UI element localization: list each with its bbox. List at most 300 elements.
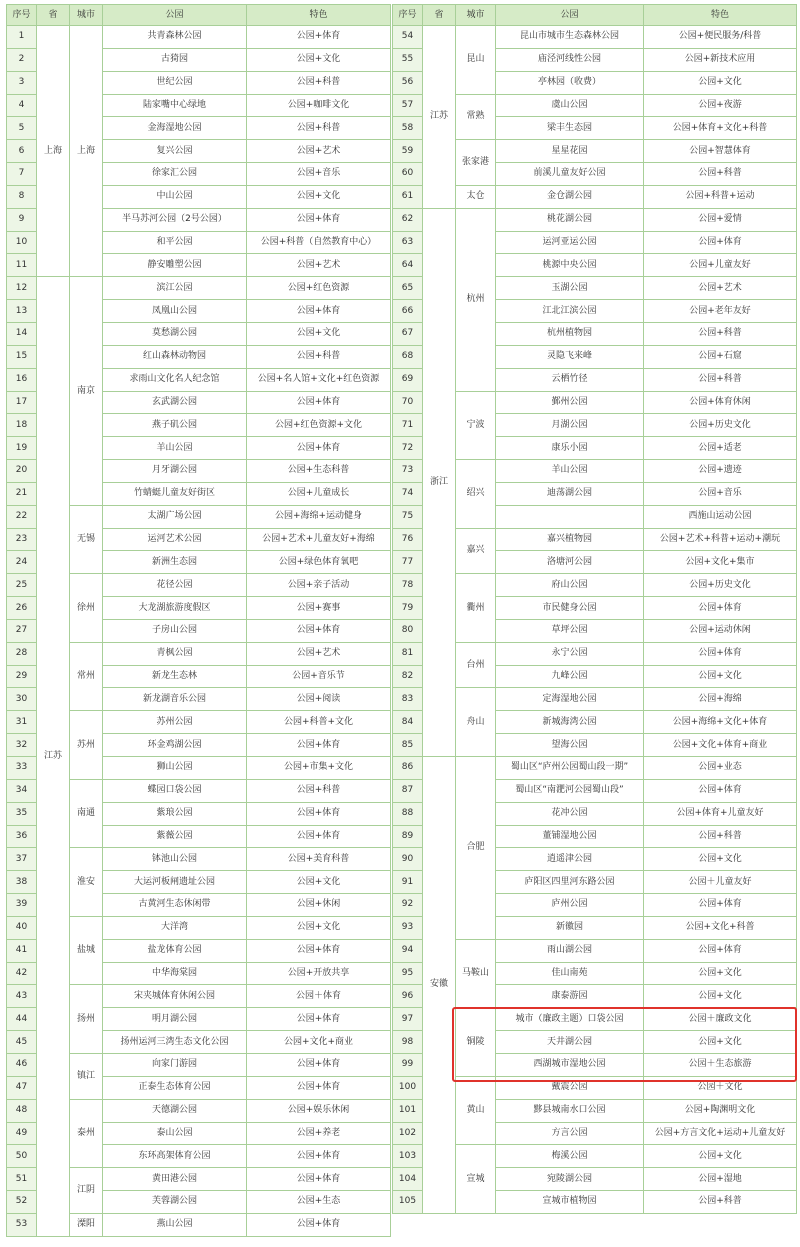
row-feature: 公园+艺术	[247, 642, 391, 665]
row-feature: 公园+体育	[644, 779, 797, 802]
row-seq: 21	[7, 482, 37, 505]
header-park: 公园	[496, 5, 644, 26]
row-city: 溧阳	[70, 1213, 103, 1236]
row-park: 宋夹城体育休闲公园	[103, 985, 247, 1008]
row-feature: 公园+红色资源	[247, 277, 391, 300]
row-park: 新龙生态林	[103, 665, 247, 688]
row-seq: 70	[393, 391, 423, 414]
row-park: 复兴公园	[103, 140, 247, 163]
row-feature: 公园+文化+科普	[644, 916, 797, 939]
row-park: 董铺湿地公园	[496, 825, 644, 848]
row-seq: 19	[7, 437, 37, 460]
row-feature: 公园+湿地	[644, 1168, 797, 1191]
row-feature: 公园+体育	[644, 231, 797, 254]
row-park: 灵隐飞来峰	[496, 345, 644, 368]
row-feature: 公园+赛事	[247, 597, 391, 620]
row-park: 戴震公园	[496, 1076, 644, 1099]
row-seq: 25	[7, 574, 37, 597]
row-park: 世纪公园	[103, 71, 247, 94]
row-seq: 48	[7, 1099, 37, 1122]
row-seq: 66	[393, 300, 423, 323]
row-feature: 公园+科普	[644, 163, 797, 186]
row-park: 中华海棠园	[103, 962, 247, 985]
header-feature: 特色	[247, 5, 391, 26]
row-feature: 公园+科普	[644, 1191, 797, 1214]
row-city: 宁波	[456, 391, 496, 460]
row-park: 徐家汇公园	[103, 163, 247, 186]
row-feature: 公园+体育	[644, 939, 797, 962]
row-feature: 公园+音乐	[247, 163, 391, 186]
row-feature: 公园＋廉政文化	[644, 1008, 797, 1031]
row-park: 佳山南苑	[496, 962, 644, 985]
row-park: 梅溪公园	[496, 1145, 644, 1168]
row-park: 羊山公园	[103, 437, 247, 460]
row-seq: 97	[393, 1008, 423, 1031]
header-row	[393, 5, 797, 26]
row-feature: 公园+生态科普	[247, 460, 391, 483]
row-seq: 77	[393, 551, 423, 574]
row-seq: 40	[7, 916, 37, 939]
row-seq: 33	[7, 757, 37, 780]
row-city: 杭州	[456, 208, 496, 391]
row-seq: 32	[7, 734, 37, 757]
row-seq: 87	[393, 779, 423, 802]
row-city	[496, 505, 644, 528]
row-city: 铜陵	[456, 1008, 496, 1077]
row-seq: 63	[393, 231, 423, 254]
row-park: 庐州公园	[496, 894, 644, 917]
row-city: 苏州	[70, 711, 103, 780]
row-seq: 82	[393, 665, 423, 688]
row-feature: 公园＋体育	[247, 985, 391, 1008]
row-feature: 公园+体育	[247, 1053, 391, 1076]
row-feature: 公园+科普	[247, 345, 391, 368]
row-park: 蝶园口袋公园	[103, 779, 247, 802]
row-park: 金海湿地公园	[103, 117, 247, 140]
row-park: 桃源中央公园	[496, 254, 644, 277]
row-park: 大洋湾	[103, 916, 247, 939]
row-park: 莫愁湖公园	[103, 322, 247, 345]
row-park: 大龙湖旅游度假区	[103, 597, 247, 620]
row-feature: 公园+生态	[247, 1191, 391, 1214]
row-seq: 9	[7, 208, 37, 231]
row-park: 星星花园	[496, 140, 644, 163]
row-city: 常熟	[456, 94, 496, 140]
row-seq: 30	[7, 688, 37, 711]
row-feature: 公园+智慧体育	[644, 140, 797, 163]
row-park: 求雨山文化名人纪念馆	[103, 368, 247, 391]
row-feature: 公园+亲子活动	[247, 574, 391, 597]
row-park: 东环高架体育公园	[103, 1145, 247, 1168]
row-city: 扬州	[70, 985, 103, 1054]
row-park: 虞山公园	[496, 94, 644, 117]
row-seq: 79	[393, 597, 423, 620]
row-seq: 31	[7, 711, 37, 734]
row-seq: 23	[7, 528, 37, 551]
row-city: 盐城	[70, 916, 103, 985]
row-city: 无锡	[70, 505, 103, 574]
row-seq: 68	[393, 345, 423, 368]
row-park: 太湖广场公园	[103, 505, 247, 528]
row-feature: 公园+科普	[247, 71, 391, 94]
row-feature: 公园+体育	[247, 437, 391, 460]
row-park: 云栖竹径	[496, 368, 644, 391]
row-feature: 公园+体育+文化+科普	[644, 117, 797, 140]
row-feature: 公园+文化	[644, 71, 797, 94]
row-feature: 公园+文化	[247, 48, 391, 71]
row-feature: 公园+文化	[644, 1145, 797, 1168]
row-park: 花冲公园	[496, 802, 644, 825]
row-seq: 99	[393, 1053, 423, 1076]
row-feature: 公园+音乐	[644, 482, 797, 505]
row-feature: 公园+文化+集市	[644, 551, 797, 574]
row-city: 镇江	[70, 1053, 103, 1099]
row-seq: 26	[7, 597, 37, 620]
row-feature: 公园＋文化	[644, 1076, 797, 1099]
row-park: 梁丰生态园	[496, 117, 644, 140]
row-feature: 公园+体育	[247, 300, 391, 323]
row-seq: 98	[393, 1031, 423, 1054]
row-city: 马鞍山	[456, 939, 496, 1008]
row-city: 昆山	[456, 26, 496, 95]
row-feature: 公园+文化	[644, 665, 797, 688]
table-row	[7, 26, 391, 49]
row-seq: 6	[7, 140, 37, 163]
row-feature: 公园+体育	[247, 1168, 391, 1191]
table-row	[7, 277, 391, 300]
row-feature: 公园+科普	[644, 825, 797, 848]
row-park: 泰山公园	[103, 1122, 247, 1145]
row-park: 亭林园（收费）	[496, 71, 644, 94]
row-seq: 104	[393, 1168, 423, 1191]
row-seq: 52	[7, 1191, 37, 1214]
row-seq: 57	[393, 94, 423, 117]
row-park: 宣城市植物园	[496, 1191, 644, 1214]
row-feature: 公园+文化	[247, 916, 391, 939]
row-feature: 公园+文化	[644, 848, 797, 871]
row-feature: 公园+休闲	[247, 894, 391, 917]
row-park: 半马苏河公园（2号公园）	[103, 208, 247, 231]
row-seq: 88	[393, 802, 423, 825]
row-park: 芙蓉湖公园	[103, 1191, 247, 1214]
row-park: 天井湖公园	[496, 1031, 644, 1054]
row-seq: 95	[393, 962, 423, 985]
row-seq: 92	[393, 894, 423, 917]
row-park: 江北江滨公园	[496, 300, 644, 323]
row-seq: 37	[7, 848, 37, 871]
row-park: 逍遥津公园	[496, 848, 644, 871]
row-park: 正泰生态体育公园	[103, 1076, 247, 1099]
header-seq: 序号	[7, 5, 37, 26]
row-feature: 公园+体育	[247, 825, 391, 848]
row-park: 市民健身公园	[496, 597, 644, 620]
row-city: 徐州	[70, 574, 103, 643]
row-feature: 公园+文化	[644, 1031, 797, 1054]
row-seq: 10	[7, 231, 37, 254]
row-seq: 50	[7, 1145, 37, 1168]
row-province: 安徽	[423, 757, 456, 1214]
row-feature: 公园+适老	[644, 437, 797, 460]
row-feature: 公园+历史文化	[644, 414, 797, 437]
row-seq: 83	[393, 688, 423, 711]
row-park: 望海公园	[496, 734, 644, 757]
row-seq: 71	[393, 414, 423, 437]
row-park: 蜀山区“南淝河公园蜀山段”	[496, 779, 644, 802]
row-seq: 73	[393, 460, 423, 483]
row-park: 定海湿地公园	[496, 688, 644, 711]
row-park: 方言公园	[496, 1122, 644, 1145]
row-feature: 公园+新技术应用	[644, 48, 797, 71]
row-feature: 公园+市集+文化	[247, 757, 391, 780]
row-park: 草坪公园	[496, 619, 644, 642]
row-feature: 公园+科普	[644, 322, 797, 345]
row-feature: 公园+体育	[247, 26, 391, 49]
row-park: 和平公园	[103, 231, 247, 254]
row-seq: 102	[393, 1122, 423, 1145]
row-seq: 27	[7, 619, 37, 642]
row-park: 苏州公园	[103, 711, 247, 734]
row-park: 黄田港公园	[103, 1168, 247, 1191]
row-park: 大运河板闸遗址公园	[103, 871, 247, 894]
row-city: 太仓	[456, 185, 496, 208]
row-province: 上海	[37, 26, 70, 277]
row-city: 南京	[70, 277, 103, 505]
row-park: 明月湖公园	[103, 1008, 247, 1031]
row-seq: 80	[393, 619, 423, 642]
row-seq: 91	[393, 871, 423, 894]
row-feature: 公园+儿童友好	[644, 254, 797, 277]
row-seq: 105	[393, 1191, 423, 1214]
row-feature: 公园+夜游	[644, 94, 797, 117]
row-park: 钵池山公园	[103, 848, 247, 871]
row-feature: 公园+体育	[247, 391, 391, 414]
row-seq: 100	[393, 1076, 423, 1099]
header-province: 省	[37, 5, 70, 26]
row-city: 宣城	[456, 1145, 496, 1214]
row-park: 子房山公园	[103, 619, 247, 642]
row-feature: 公园+体育	[247, 1145, 391, 1168]
row-feature: 公园+艺术+科普+运动+潮玩	[644, 528, 797, 551]
row-seq: 60	[393, 163, 423, 186]
row-province: 江苏	[37, 277, 70, 1236]
row-seq: 103	[393, 1145, 423, 1168]
row-park: 玄武湖公园	[103, 391, 247, 414]
row-feature: 公园+海绵+运动健身	[247, 505, 391, 528]
row-park: 西施山运动公园	[644, 505, 797, 528]
row-park: 黟县城南水口公园	[496, 1099, 644, 1122]
row-feature: 公园+体育	[247, 939, 391, 962]
row-feature: 公园+体育	[247, 1008, 391, 1031]
row-seq: 39	[7, 894, 37, 917]
row-feature: 公园+文化	[644, 962, 797, 985]
row-seq: 22	[7, 505, 37, 528]
row-park: 新龙湖音乐公园	[103, 688, 247, 711]
row-park: 迪荡湖公园	[496, 482, 644, 505]
row-park: 环金鸡湖公园	[103, 734, 247, 757]
row-seq: 7	[7, 163, 37, 186]
row-seq: 11	[7, 254, 37, 277]
row-seq: 59	[393, 140, 423, 163]
row-park: 西湖城市湿地公园	[496, 1053, 644, 1076]
row-seq: 15	[7, 345, 37, 368]
row-feature: 公园+科普	[644, 368, 797, 391]
row-seq: 62	[393, 208, 423, 231]
row-feature: 公园+养老	[247, 1122, 391, 1145]
row-seq: 65	[393, 277, 423, 300]
row-park: 燕子矶公园	[103, 414, 247, 437]
row-seq: 43	[7, 985, 37, 1008]
row-park: 洛塘河公园	[496, 551, 644, 574]
row-seq: 16	[7, 368, 37, 391]
row-seq: 47	[7, 1076, 37, 1099]
row-park: 红山森林动物园	[103, 345, 247, 368]
row-seq: 94	[393, 939, 423, 962]
row-feature: 公园+文化	[247, 871, 391, 894]
row-city: 上海	[70, 26, 103, 277]
row-feature: 公园+业态	[644, 757, 797, 780]
row-feature: 公园+科普	[247, 117, 391, 140]
row-feature: 公园+便民服务/科普	[644, 26, 797, 49]
row-seq: 17	[7, 391, 37, 414]
row-feature: 公园+咖啡文化	[247, 94, 391, 117]
row-seq: 55	[393, 48, 423, 71]
row-feature: 公园+方言文化+运动+儿童友好	[644, 1122, 797, 1145]
row-province: 浙江	[423, 208, 456, 756]
row-feature: 公园＋儿童友好	[644, 871, 797, 894]
park-table-left	[6, 4, 391, 1237]
row-park: 古猗园	[103, 48, 247, 71]
row-feature: 公园+科普+运动	[644, 185, 797, 208]
row-seq: 90	[393, 848, 423, 871]
row-seq: 67	[393, 322, 423, 345]
row-park: 庐阳区四里河东路公园	[496, 871, 644, 894]
row-park: 共青森林公园	[103, 26, 247, 49]
row-seq: 56	[393, 71, 423, 94]
row-seq: 78	[393, 574, 423, 597]
row-feature: 公园+绿色体育氧吧	[247, 551, 391, 574]
row-feature: 公园+体育	[247, 208, 391, 231]
row-park: 城市（廉政主题）口袋公园	[496, 1008, 644, 1031]
header-city: 城市	[456, 5, 496, 26]
table-row	[393, 26, 797, 49]
row-park: 陆家嘴中心绿地	[103, 94, 247, 117]
row-city: 南通	[70, 779, 103, 848]
row-feature: 公园+儿童成长	[247, 482, 391, 505]
row-province: 江苏	[423, 26, 456, 209]
row-feature: 公园+文化	[644, 985, 797, 1008]
row-feature: 公园+文化	[247, 185, 391, 208]
row-seq: 58	[393, 117, 423, 140]
row-park: 永宁公园	[496, 642, 644, 665]
row-feature: 公园+体育	[247, 1213, 391, 1236]
row-seq: 3	[7, 71, 37, 94]
row-city: 台州	[456, 642, 496, 688]
table-row	[393, 757, 797, 780]
row-feature: 公园+体育	[247, 802, 391, 825]
row-feature: 公园+文化+商业	[247, 1031, 391, 1054]
row-city: 江阴	[70, 1168, 103, 1214]
header-city: 城市	[70, 5, 103, 26]
row-seq: 96	[393, 985, 423, 1008]
row-city: 泰州	[70, 1099, 103, 1168]
row-park: 金仓湖公园	[496, 185, 644, 208]
row-park: 凤凰山公园	[103, 300, 247, 323]
row-park: 嘉兴植物园	[496, 528, 644, 551]
row-feature: 公园+科普	[247, 779, 391, 802]
row-feature: 公园+科普（自然教育中心）	[247, 231, 391, 254]
row-park: 中山公园	[103, 185, 247, 208]
row-park: 九峰公园	[496, 665, 644, 688]
row-feature: 公园+阅读	[247, 688, 391, 711]
row-park: 运河艺术公园	[103, 528, 247, 551]
row-feature: 公园+红色资源+文化	[247, 414, 391, 437]
row-seq: 64	[393, 254, 423, 277]
row-seq: 86	[393, 757, 423, 780]
row-seq: 81	[393, 642, 423, 665]
row-park: 羊山公园	[496, 460, 644, 483]
row-park: 府山公园	[496, 574, 644, 597]
row-seq: 44	[7, 1008, 37, 1031]
row-seq: 14	[7, 322, 37, 345]
row-feature: 公园＋生态旅游	[644, 1053, 797, 1076]
row-feature: 公园+体育	[247, 1076, 391, 1099]
row-seq: 85	[393, 734, 423, 757]
row-park: 花径公园	[103, 574, 247, 597]
row-seq: 12	[7, 277, 37, 300]
row-feature: 公园+艺术	[247, 254, 391, 277]
row-feature: 公园+体育	[644, 642, 797, 665]
row-seq: 49	[7, 1122, 37, 1145]
row-feature: 公园+文化	[247, 322, 391, 345]
row-feature: 公园+体育	[247, 734, 391, 757]
row-park: 雨山湖公园	[496, 939, 644, 962]
row-feature: 公园+体育	[644, 597, 797, 620]
row-feature: 公园+音乐节	[247, 665, 391, 688]
row-seq: 46	[7, 1053, 37, 1076]
row-park: 宛陵湖公园	[496, 1168, 644, 1191]
row-park: 前溪儿童友好公园	[496, 163, 644, 186]
row-seq: 38	[7, 871, 37, 894]
row-feature: 公园+艺术	[644, 277, 797, 300]
row-feature: 公园+体育休闲	[644, 391, 797, 414]
row-feature: 公园+陶渊明文化	[644, 1099, 797, 1122]
row-park: 狮山公园	[103, 757, 247, 780]
row-seq: 35	[7, 802, 37, 825]
row-feature: 公园+名人馆+文化+红色资源	[247, 368, 391, 391]
row-park: 青枫公园	[103, 642, 247, 665]
row-feature: 公园+体育	[644, 894, 797, 917]
row-city: 衢州	[456, 574, 496, 643]
row-park: 康泰游园	[496, 985, 644, 1008]
row-feature: 公园+体育+儿童友好	[644, 802, 797, 825]
row-city: 合肥	[456, 757, 496, 940]
row-park: 新徽园	[496, 916, 644, 939]
row-seq: 1	[7, 26, 37, 49]
row-park: 蜀山区“庐州公园蜀山段一期”	[496, 757, 644, 780]
row-park: 滨江公园	[103, 277, 247, 300]
row-park: 盐龙体育公园	[103, 939, 247, 962]
row-park: 古黄河生态休闲带	[103, 894, 247, 917]
row-park: 玉湖公园	[496, 277, 644, 300]
row-park: 运河亚运公园	[496, 231, 644, 254]
row-seq: 4	[7, 94, 37, 117]
row-seq: 51	[7, 1168, 37, 1191]
header-feature: 特色	[644, 5, 797, 26]
row-park: 康乐小园	[496, 437, 644, 460]
row-city: 嘉兴	[456, 528, 496, 574]
row-feature: 公园+娱乐休闲	[247, 1099, 391, 1122]
row-city: 绍兴	[456, 460, 496, 529]
